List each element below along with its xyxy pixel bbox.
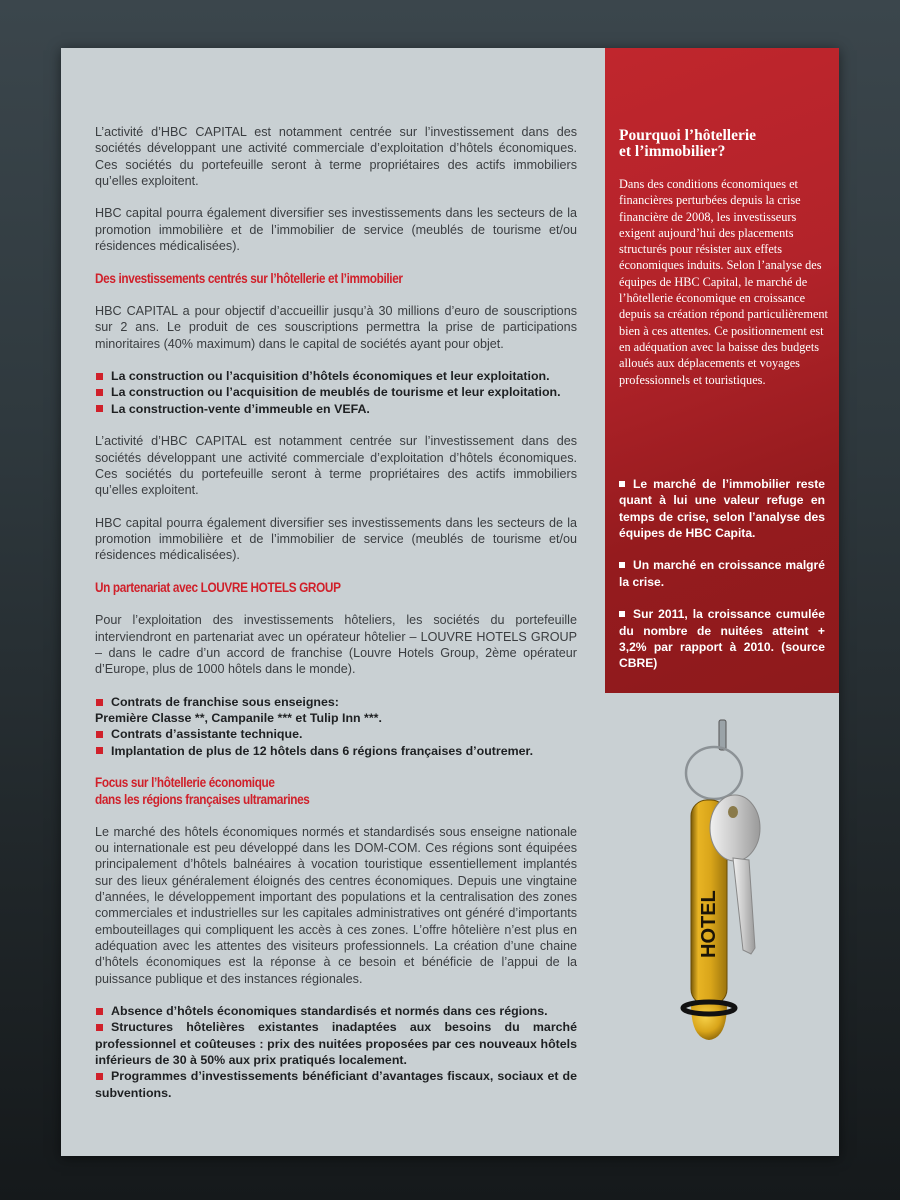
intro-paragraph-2: HBC capital pourra également diversifier ses investissements dans les secteurs de la promotion immobilière et de l’immobilier de service (meublés de tourisme et/ou résidences médicalisées). [95, 206, 577, 254]
brochure-page [61, 48, 839, 1156]
sidebar-point: Le marché de l’immobilier reste quant à lui une valeur refuge en temps de crise, selon l’analyse des équipes de HBC Capita. [619, 477, 825, 540]
franchise-brands: Première Classe **, Campanile *** et Tulip Inn ***. [95, 711, 382, 726]
red-square-bullet-icon [96, 731, 103, 738]
intro-paragraph-1: L’activité d’HBC CAPITAL est notamment centrée sur l’investissement dans des sociétés développant une activité commerciale d’exploitation d’hôtels économiques. Ces sociétés du portefeuille seront à terme propriétaires des actifs immobiliers qu’elles exploitent. [95, 125, 577, 188]
hotel-key-illustration [651, 708, 801, 1048]
section1-paragraph-after-1: L’activité d’HBC CAPITAL est notamment centrée sur l’investissement dans des sociétés développant une activité commerciale d’exploitation d’hôtels économiques. Ces sociétés du portefeuille seront à terme propriétaires des actifs immobiliers qu’elles exploitent. [95, 434, 577, 498]
red-square-bullet-icon [96, 405, 103, 412]
bullet-item: La construction ou l’acquisition d’hôtels économiques et leur exploitation. [95, 368, 577, 384]
main-column [95, 124, 577, 1117]
bullet-item: Contrats de franchise sous enseignes: Première Classe **, Campanile *** et Tulip Inn ***. [95, 694, 382, 726]
keytag-label: HOTEL [698, 890, 720, 958]
white-square-bullet-icon [619, 611, 625, 617]
red-sidebar-panel [605, 48, 839, 693]
bullet-item: La construction ou l’acquisition de meublés de tourisme et leur exploitation. [95, 384, 577, 400]
red-square-bullet-icon [96, 699, 103, 706]
white-square-bullet-icon [619, 481, 625, 487]
section1-paragraph: HBC CAPITAL a pour objectif d’accueillir jusqu’à 30 millions d’euro de souscriptions sur 2 ans. Le produit de ces souscriptions permettra la prise de participations minoritaires (40% maximum) dans le capital de sociétés ayant pour objet. [95, 303, 577, 351]
bullet-item: Structures hôtelières existantes inadaptées aux besoins du marché professionnel et coûteuses : prix des nuitées proposées par ces nouveaux hôtels inférieurs de 30 à 50% aux prix pratiqués localement. [95, 1020, 577, 1068]
red-square-bullet-icon [96, 1073, 103, 1080]
hook-icon [719, 720, 726, 750]
white-square-bullet-icon [619, 562, 625, 568]
section2-paragraph: Pour l’exploitation des investissements hôteliers, les sociétés du portefeuille interviendront en partenariat avec un opérateur hôtelier – LOUVRE HOTELS GROUP – dans le cadre d’un accord de franchise (Louvre Hotels Group, 2ème opérateur d’Europe, plus de 1000 hôtels dans le monde). [95, 613, 577, 677]
section-heading-investments: Des investissements centrés sur l’hôtellerie et l’immobilier [95, 270, 403, 286]
bullet-item: Absence d’hôtels économiques standardisés et normés dans ces régions. [95, 1003, 577, 1019]
sidebar-key-points [619, 476, 825, 688]
sidebar-title: Pourquoi l’hôtellerie et l’immobilier? [619, 127, 757, 160]
sidebar-intro-text: Dans des conditions économiques et financières perturbées depuis la crise financière de 2008, les investisseurs exigent aujourd’hui des placements structurés pour résister aux effets économiques induits. Selon l’analyse des équipes de HBC Capital, le marché de l’hôtellerie économique en croissance depuis sa création répond particulièrement bien à ces attentes. Ce positionnement est en adéquation avec la baisse des budgets alloués aux déplacements et voyages professionnels et touristiques. [619, 177, 828, 387]
bullet-item: Contrats d’assistante technique. [95, 726, 577, 742]
sidebar-point: Sur 2011, la croissance cumulée du nombre de nuitées atteint + 3,2% par rapport à 2010. (source CBRE) [619, 607, 825, 671]
key-ring-icon [686, 747, 742, 799]
section2-bullets [95, 694, 577, 759]
section1-bullets [95, 368, 577, 417]
bullet-item: Implantation de plus de 12 hôtels dans 6 régions françaises d’outremer. [95, 743, 577, 759]
section3-paragraph: Le marché des hôtels économiques normés et standardisés sous enseigne nationale ou internationale est peu développé dans les DOM-COM. Ces régions sont équipées principalement d’hôtels balnéaires à vocation touristique essentiellement implantés sur des lieux généralement éloignés des centres économiques. Depuis une vingtaine d’années, le développement important des populations et la centralisation des zones commerciales et industrielles sur les capitales administratives ont généré d’importants embouteillages qui compliquent les accès à ces zones. L’offre hôtelière n’est plus en adéquation avec les attentes des visiteurs professionnels. La création d’une chaine d’hôtels économiques est la réponse à ce besoin et bénéficie de l’appui de la puissance publique et des instances régionales. [95, 824, 577, 986]
section-heading-partnership: Un partenariat avec LOUVRE HOTELS GROUP [95, 580, 341, 596]
bullet-item: Programmes d’investissements bénéficiant d’avantages fiscaux, sociaux et de subventions. [95, 1069, 577, 1100]
red-square-bullet-icon [96, 389, 103, 396]
section3-bullets [95, 1003, 577, 1101]
sidebar-point: Un marché en croissance malgré la crise. [619, 558, 825, 589]
section-heading-focus: Focus sur l’hôtellerie économique dans les régions françaises ultramarines [95, 775, 310, 807]
section1-paragraph-after-2: HBC capital pourra également diversifier ses investissements dans les secteurs de la promotion immobilière et de l’immobilier de service (meublés de tourisme et/ou résidences médicalisées). [95, 515, 577, 563]
red-square-bullet-icon [96, 1024, 103, 1031]
bullet-item: La construction-vente d’immeuble en VEFA. [95, 401, 577, 417]
red-square-bullet-icon [96, 373, 103, 380]
red-square-bullet-icon [96, 1008, 103, 1015]
red-square-bullet-icon [96, 747, 103, 754]
